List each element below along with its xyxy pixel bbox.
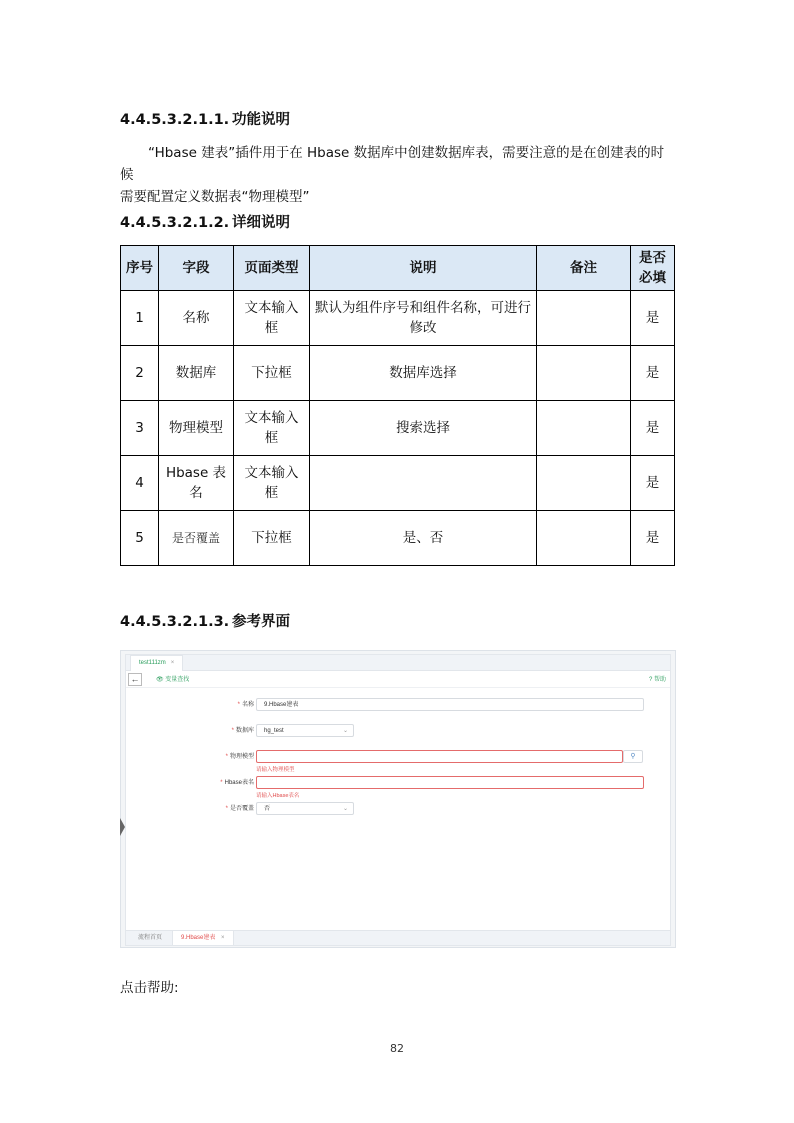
table-header-row <box>121 246 675 291</box>
overwrite-select[interactable] <box>256 802 354 815</box>
cell-seq: 2 <box>121 346 159 401</box>
required-mark: * <box>225 806 228 812</box>
cell-field: 名称 <box>159 291 234 346</box>
table-row <box>121 511 675 566</box>
cell-field: 是否覆盖 <box>159 511 234 566</box>
cell-note <box>537 291 631 346</box>
section-number: 4.4.5.3.2.1.2. <box>120 215 230 231</box>
click-help-text: 点击帮助: <box>120 980 179 996</box>
field-spec-table <box>120 245 675 566</box>
section-number: 4.4.5.3.2.1.3. <box>120 614 230 630</box>
top-tab-bar <box>126 655 670 671</box>
hbase-table-input[interactable] <box>256 776 644 789</box>
overwrite-value: 否 <box>264 806 271 812</box>
database-label: * 数据库 <box>231 728 254 734</box>
section-heading-function <box>120 108 290 129</box>
table-row <box>121 456 675 511</box>
form-row-name <box>126 698 670 712</box>
cell-note <box>537 456 631 511</box>
close-icon[interactable]: × <box>170 660 175 666</box>
cell-type: 文本输入框 <box>234 291 310 346</box>
header-required: 是否必填 <box>631 246 675 291</box>
cell-field: 物理模型 <box>159 401 234 456</box>
page-number: 82 <box>390 1042 404 1055</box>
hbase-table-label: * Hbase表名 <box>220 780 254 786</box>
toolbar <box>126 671 670 688</box>
cell-desc <box>310 456 537 511</box>
physical-model-label: * 物理模型 <box>225 754 254 760</box>
header-field: 字段 <box>159 246 234 291</box>
required-mark: * <box>225 754 228 760</box>
chevron-down-icon: ⌄ <box>342 806 348 812</box>
section-title: 功能说明 <box>232 112 290 128</box>
cell-required: 是 <box>631 401 675 456</box>
intro-paragraph <box>120 142 676 208</box>
help-label: 帮助 <box>653 677 666 683</box>
search-icon[interactable]: ⚲ <box>623 750 643 763</box>
overwrite-label: * 是否覆盖 <box>225 806 254 812</box>
form-row-hbase-table <box>126 776 670 790</box>
database-select[interactable] <box>256 724 354 737</box>
name-label: * 名称 <box>237 702 254 708</box>
app-window <box>125 654 671 946</box>
name-input[interactable]: 9.Hbase建表 <box>256 698 644 711</box>
cell-type: 下拉框 <box>234 511 310 566</box>
intro-line-2: 需要配置定义数据表“物理模型” <box>120 189 310 205</box>
section-number: 4.4.5.3.2.1.1. <box>120 112 230 128</box>
cell-field: Hbase 表名 <box>159 456 234 511</box>
cell-required: 是 <box>631 291 675 346</box>
section-title: 参考界面 <box>232 614 290 630</box>
bottom-tab-label: 9.Hbase建表 <box>181 935 216 941</box>
table-row <box>121 401 675 456</box>
header-desc: 说明 <box>310 246 537 291</box>
form-row-database <box>126 724 670 738</box>
chevron-down-icon: ⌄ <box>342 728 348 734</box>
tab-test111zm[interactable] <box>130 655 183 671</box>
section-title: 详细说明 <box>232 215 290 231</box>
bottom-tab-bar <box>126 930 670 945</box>
back-arrow-icon[interactable]: ← <box>128 673 142 686</box>
cell-type: 文本输入框 <box>234 401 310 456</box>
required-mark: * <box>237 702 240 708</box>
cell-seq: 3 <box>121 401 159 456</box>
intro-line-1: “Hbase 建表”插件用于在 Hbase 数据库中创建数据库表，需要注意的是在创建表的时候 <box>120 145 665 183</box>
cell-desc: 搜索选择 <box>310 401 537 456</box>
physical-model-error: 请输入物理模型 <box>256 767 295 773</box>
cell-seq: 1 <box>121 291 159 346</box>
section-heading-reference <box>120 610 290 631</box>
cell-note <box>537 346 631 401</box>
cell-note <box>537 511 631 566</box>
close-icon[interactable]: × <box>221 935 225 941</box>
bottom-tab-flow-home[interactable]: 流程首页 <box>138 935 163 941</box>
cell-type: 文本输入框 <box>234 456 310 511</box>
variable-lookup-link[interactable] <box>156 674 189 683</box>
cell-required: 是 <box>631 456 675 511</box>
tab-label: test111zm <box>139 660 166 666</box>
required-mark: * <box>231 728 234 734</box>
cell-seq: 5 <box>121 511 159 566</box>
eye-icon: 👁 <box>156 677 164 683</box>
required-mark: * <box>220 780 223 786</box>
variable-lookup-label: 变量查找 <box>165 677 190 683</box>
header-note: 备注 <box>537 246 631 291</box>
cell-required: 是 <box>631 511 675 566</box>
cell-desc: 数据库选择 <box>310 346 537 401</box>
header-type: 页面类型 <box>234 246 310 291</box>
database-value: hg_test <box>264 728 284 734</box>
form-row-physical-model <box>126 750 670 764</box>
table-row <box>121 346 675 401</box>
help-icon: ? <box>648 677 653 683</box>
cell-type: 下拉框 <box>234 346 310 401</box>
header-seq: 序号 <box>121 246 159 291</box>
cell-desc: 是、否 <box>310 511 537 566</box>
reference-screenshot <box>120 650 676 948</box>
cell-field: 数据库 <box>159 346 234 401</box>
table-row <box>121 291 675 346</box>
physical-model-input[interactable] <box>256 750 623 763</box>
help-link[interactable] <box>649 674 666 683</box>
cell-required: 是 <box>631 346 675 401</box>
hbase-table-error: 请输入Hbase表名 <box>256 793 300 799</box>
form-row-overwrite <box>126 802 670 816</box>
cell-desc: 默认为组件序号和组件名称，可进行修改 <box>310 291 537 346</box>
cell-seq: 4 <box>121 456 159 511</box>
section-heading-detail <box>120 211 290 232</box>
collapse-arrow-icon[interactable] <box>120 818 125 836</box>
bottom-tab-hbase[interactable] <box>172 931 234 945</box>
cell-note <box>537 401 631 456</box>
